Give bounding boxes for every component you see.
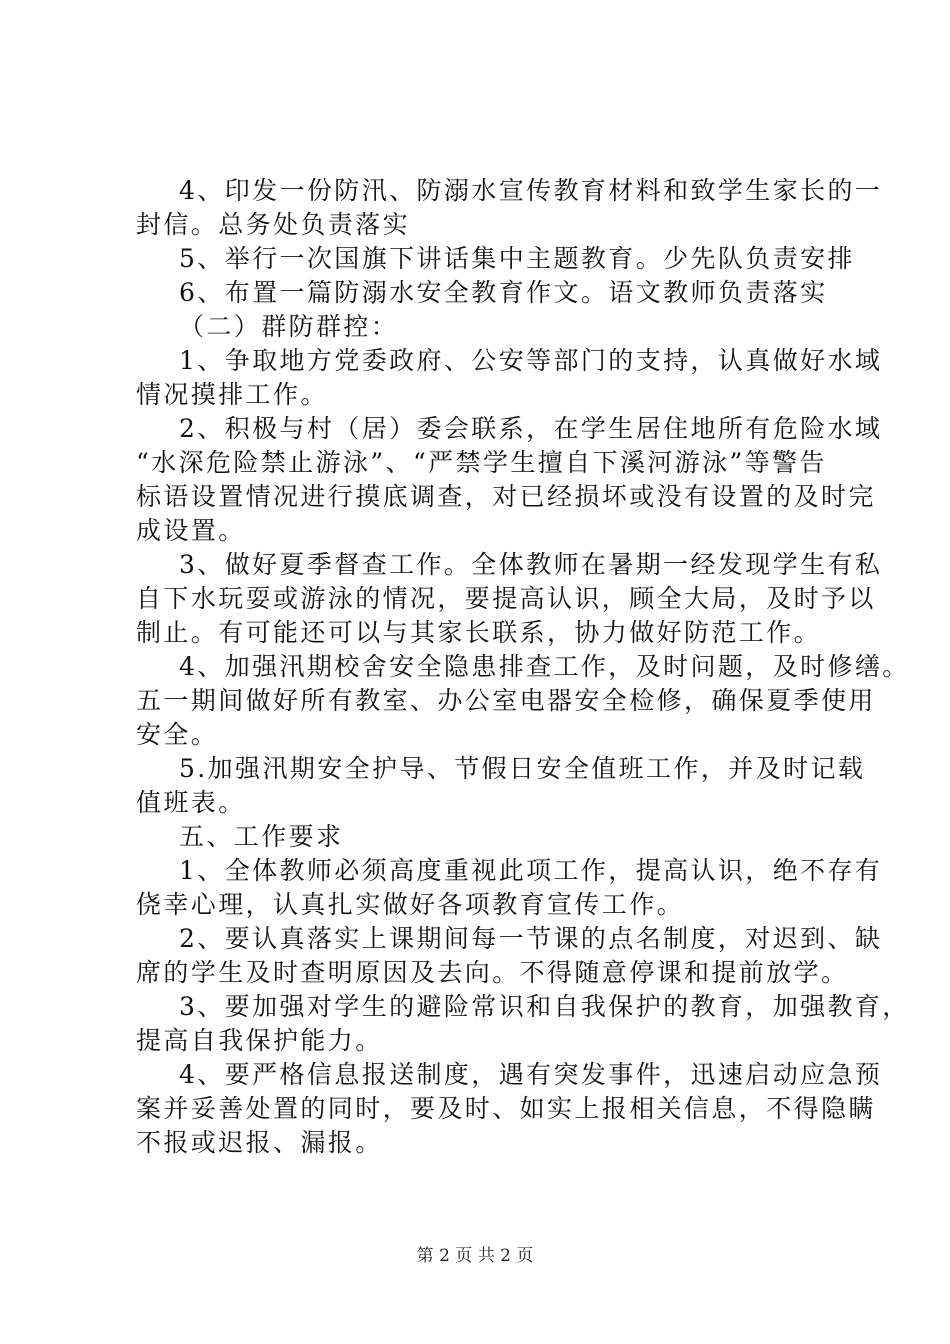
paragraph xyxy=(136,310,836,344)
text-line: 值班表。 xyxy=(136,788,246,817)
paragraph xyxy=(136,990,910,1058)
text-line: 案并妥善处置的同时，要及时、如实上报相关信息，不得隐瞒 xyxy=(136,1094,876,1123)
text-line: 6、布置一篇防溺水安全教育作文。语文教师负责落实 xyxy=(179,278,828,307)
paragraph xyxy=(136,854,883,922)
text-line: 4、要严格信息报送制度，遇有突发事件，迅速启动应急预 xyxy=(179,1060,883,1089)
text-line: 1、争取地方党委政府、公安等部门的支持，认真做好水域 xyxy=(179,346,883,375)
text-line: 2、要认真落实上课期间每一节课的点名制度，对迟到、缺 xyxy=(179,924,883,953)
text-line: （二）群防群控： xyxy=(179,312,399,341)
text-line: “水深危险禁止游泳”、“严禁学生擅自下溪河游泳”等警告 xyxy=(136,448,827,477)
document-body xyxy=(136,174,910,1160)
text-line: 3、做好夏季督查工作。全体教师在暑期一经发现学生有私 xyxy=(179,550,883,579)
text-line: 5、举行一次国旗下讲话集中主题教育。少先队负责安排 xyxy=(179,244,855,273)
text-line: 五、工作要求 xyxy=(179,822,344,851)
paragraph xyxy=(136,242,855,276)
paragraph xyxy=(136,1058,883,1160)
text-line: 封信。总务处负责落实 xyxy=(136,210,411,239)
text-line: 侥幸心理，认真扎实做好各项教育宣传工作。 xyxy=(136,890,685,919)
paragraph xyxy=(136,650,910,752)
paragraph xyxy=(136,922,883,990)
text-line: 成设置。 xyxy=(136,516,246,545)
text-line: 3、要加强对学生的避险常识和自我保护的教育，加强教育， xyxy=(179,992,910,1021)
text-line: 5.加强汛期安全护导、节假日安全值班工作，并及时记载 xyxy=(179,754,866,783)
text-line: 2、积极与村（居）委会联系，在学生居住地所有危险水域 xyxy=(179,414,883,443)
paragraph xyxy=(136,276,836,310)
paragraph xyxy=(136,820,836,854)
text-line: 情况摸排工作。 xyxy=(136,380,328,409)
text-line: 提高自我保护能力。 xyxy=(136,1026,383,1055)
text-line: 安全。 xyxy=(136,720,219,749)
text-line: 1、全体教师必须高度重视此项工作，提高认识，绝不存有 xyxy=(179,856,883,885)
paragraph xyxy=(136,752,866,820)
text-line: 席的学生及时查明原因及去向。不得随意停课和提前放学。 xyxy=(136,958,849,987)
text-line: 不报或迟报、漏报。 xyxy=(136,1128,383,1157)
text-line: 自下水玩耍或游泳的情况，要提高认识，顾全大局，及时予以 xyxy=(136,584,876,613)
text-line: 4、印发一份防汛、防溺水宣传教育材料和致学生家长的一 xyxy=(179,176,883,205)
text-line: 制止。有可能还可以与其家长联系，协力做好防范工作。 xyxy=(136,618,822,647)
page-footer: 第 2 页 共 2 页 xyxy=(416,1246,534,1266)
paragraph xyxy=(136,548,883,650)
text-line: 4、加强汛期校舍安全隐患排查工作，及时问题，及时修缮。 xyxy=(179,652,910,681)
paragraph xyxy=(136,344,883,412)
paragraph xyxy=(136,412,883,548)
paragraph xyxy=(136,174,883,242)
text-line: 标语设置情况进行摸底调查，对已经损坏或没有设置的及时完 xyxy=(136,482,876,511)
text-line: 五一期间做好所有教室、办公室电器安全检修，确保夏季使用 xyxy=(136,686,876,715)
